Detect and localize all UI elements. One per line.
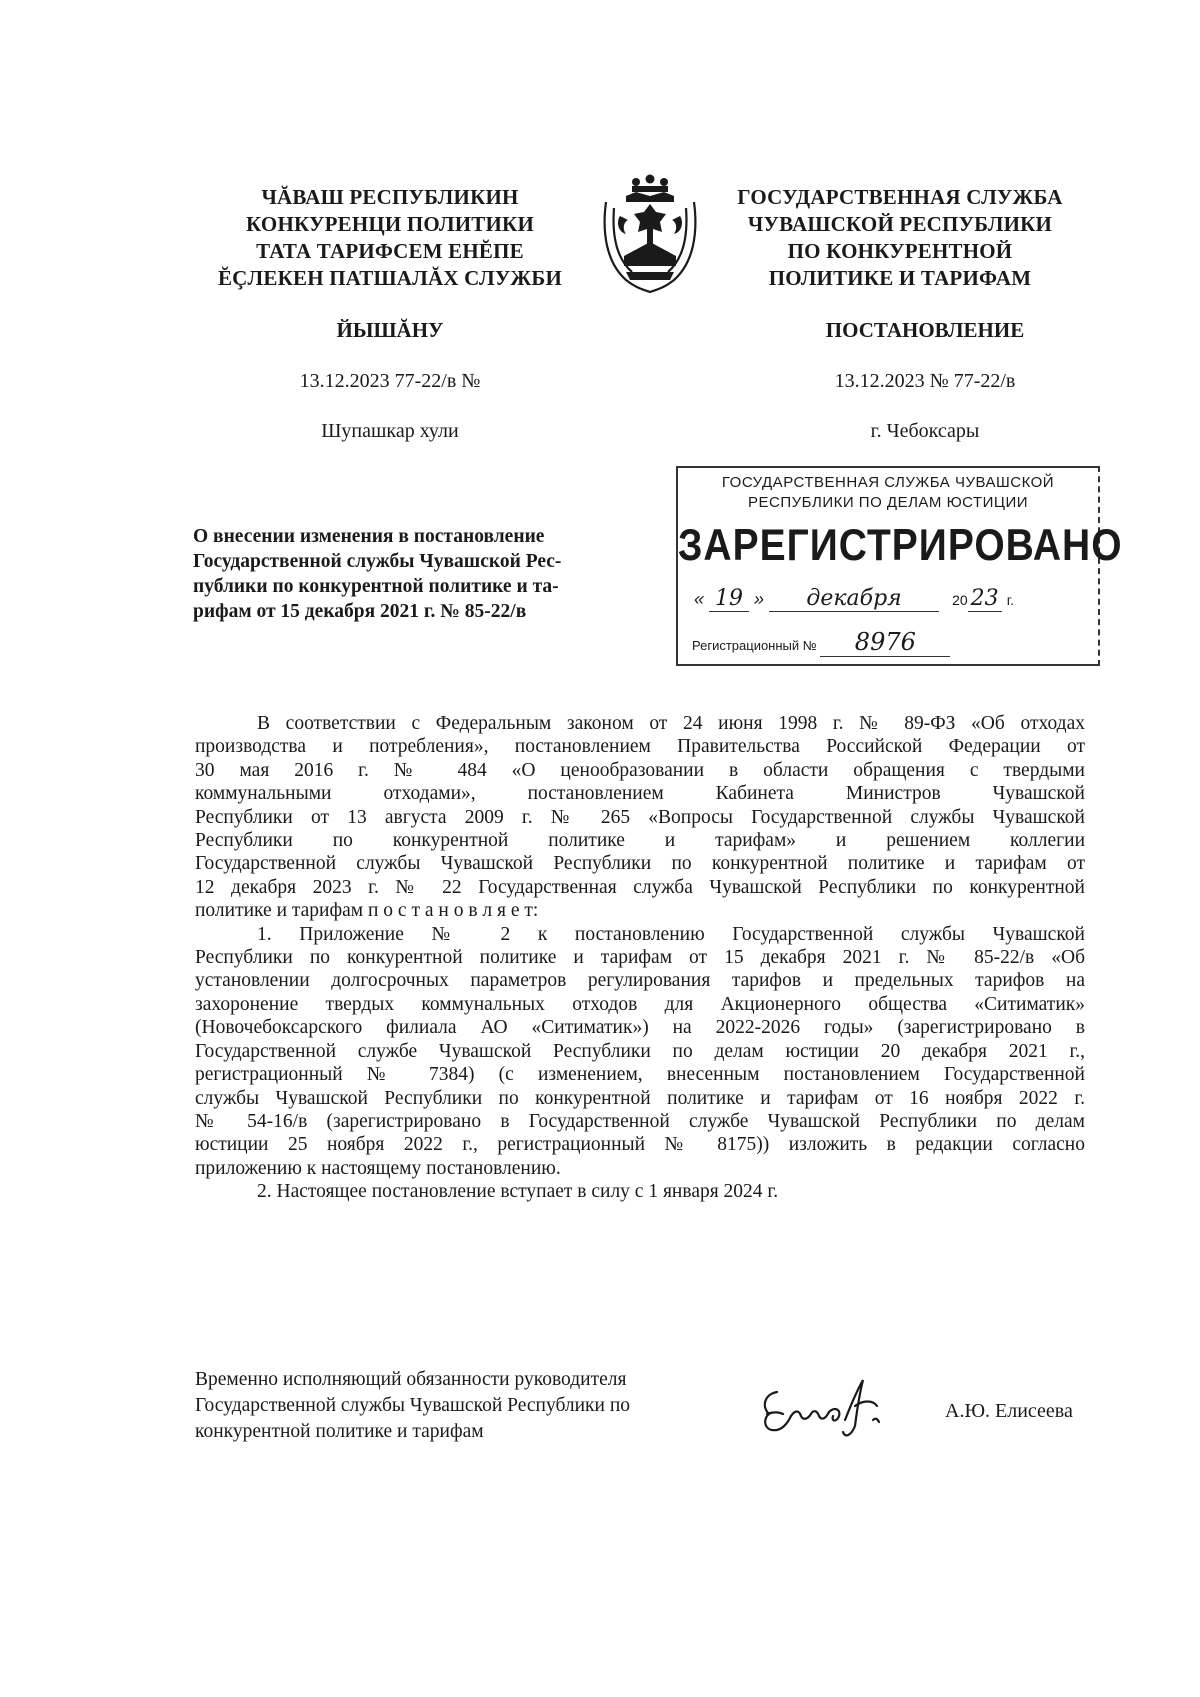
city-right: г. Чебоксары — [870, 420, 980, 442]
body-line: Государственной службы Чувашской Республики по конкурентной политике и тарифам от — [195, 853, 1085, 875]
stamp-line-2: РЕСПУБЛИКИ ПО ДЕЛАМ ЮСТИЦИИ — [747, 494, 1029, 511]
subject-line: рифам от 15 декабря 2021 г. № 85-22/в — [193, 601, 527, 622]
stamp-month: декабря — [769, 586, 939, 612]
header-right-line-2: ЧУВАШСКОЙ РЕСПУБЛИКИ — [747, 212, 1053, 236]
header-right-line-3: ПО КОНКУРЕНТНОЙ — [787, 239, 1013, 263]
body-line: установлении долгосрочных параметров регулирования тарифов и предельных тарифов на — [195, 970, 1085, 992]
subject-line: публики по конкурентной политике и та- — [193, 576, 559, 597]
body-line: службы Чувашской Республики по конкурентной политике и тарифам от 16 ноября 2022 г. — [195, 1087, 1085, 1109]
header-right — [700, 184, 1100, 292]
body-line: Республики по конкурентной политике и тарифам» и решением коллегии — [195, 830, 1085, 852]
stamp-year-suffix: 23 — [968, 586, 1002, 612]
signatory-name: А.Ю. Елисеева — [945, 1400, 1073, 1422]
date-number-left: 13.12.2023 77-22/в № — [299, 370, 481, 392]
date-number-right: 13.12.2023 № 77-22/в — [834, 370, 1016, 392]
signatory-position — [195, 1367, 630, 1445]
registration-stamp — [676, 466, 1123, 666]
body-line: 1. Приложение № 2 к постановлению Государственной службы Чувашской — [257, 923, 1085, 945]
header-left-line-4: ĔÇЛЕКЕН ПАТШАЛĂХ СЛУЖБИ — [217, 266, 563, 290]
stamp-title: ЗАРЕГИСТРИРОВАНО — [678, 520, 1123, 571]
body-line: производства и потребления», постановлением Правительства Российской Федерации от — [195, 736, 1085, 758]
body-line: регистрационный № 7384) (с изменением, внесенным постановлением Государственной — [195, 1064, 1085, 1086]
body-line: приложению к настоящему постановлению. — [195, 1157, 561, 1179]
body-line: Государственной службе Чувашской Республики по делам юстиции 20 декабря 2021 г., — [195, 1040, 1085, 1062]
stamp-quote-close: » — [754, 589, 765, 609]
header-right-line-1: ГОСУДАРСТВЕННАЯ СЛУЖБА — [737, 185, 1063, 209]
header-right-line-4: ПОЛИТИКЕ И ТАРИФАМ — [768, 266, 1032, 290]
document-subject — [193, 524, 643, 624]
subject-line: Государственной службы Чувашской Рес- — [193, 551, 562, 572]
chuvash-coat-of-arms-icon — [596, 172, 704, 296]
header-left-line-2: КОНКУРЕНЦИ ПОЛИТИКИ — [246, 212, 534, 236]
position-line: Государственной службы Чувашской Республики по — [195, 1395, 631, 1416]
body-line: юстиции 25 ноября 2022 г., регистрационный № 8175)) изложить в редакции согласно — [195, 1134, 1085, 1156]
body-line: 2. Настоящее постановление вступает в силу с 1 января 2024 г. — [257, 1181, 779, 1203]
city-left: Шупашкар хули — [321, 420, 459, 442]
header-left-line-1: ЧĂВАШ РЕСПУБЛИКИН — [261, 185, 519, 209]
stamp-year-unit: г. — [1006, 592, 1014, 608]
stamp-quote-open: « — [694, 589, 705, 609]
stamp-date-line — [694, 586, 1014, 612]
header-left-line-3: ТАТА ТАРИФСЕМ ЕНĔПЕ — [256, 239, 524, 263]
stamp-reg-line — [692, 628, 950, 657]
body-line: (Новочебоксарского филиала АО «Ситиматик») на 2022-2026 годы» (зарегистрировано в — [195, 1017, 1085, 1039]
body-line: 30 мая 2016 г. № 484 «О ценообразовании в области обращения с твердыми — [195, 759, 1085, 781]
stamp-day: 19 — [709, 586, 749, 612]
stamp-line-1: ГОСУДАРСТВЕННАЯ СЛУЖБА ЧУВАШСКОЙ — [721, 474, 1055, 491]
doc-type-left: ЙЫШĂНУ — [336, 318, 444, 342]
handwritten-signature — [755, 1370, 895, 1440]
body-line: В соответствии с Федеральным законом от 24 июня 1998 г. № 89-ФЗ «Об отходах — [257, 713, 1085, 734]
header-left — [190, 184, 590, 292]
document-body — [195, 712, 1085, 1204]
body-line: захоронение твердых коммунальных отходов для Акционерного общества «Ситиматик» — [195, 993, 1085, 1015]
position-line: конкурентной политике и тарифам — [195, 1421, 484, 1442]
stamp-year-prefix: 20 — [952, 592, 968, 608]
doc-type-right: ПОСТАНОВЛЕНИЕ — [825, 318, 1025, 342]
body-line: № 54-16/в (зарегистрировано в Государственной службе Чувашской Республики по делам — [195, 1110, 1085, 1132]
body-line: Республики от 13 августа 2009 г. № 265 «Вопросы Государственной службы Чувашской — [195, 806, 1085, 828]
stamp-reg-label: Регистрационный № — [692, 638, 817, 653]
body-line: Республики по конкурентной политике и тарифам от 15 декабря 2021 г. № 85-22/в «Об — [195, 947, 1085, 969]
stamp-reg-number: 8976 — [820, 628, 950, 657]
position-line: Временно исполняющий обязанности руководителя — [195, 1369, 627, 1390]
body-line: коммунальными отходами», постановлением Кабинета Министров Чувашской — [195, 783, 1085, 805]
body-line: 12 декабря 2023 г. № 22 Государственная служба Чувашской Республики по конкурентной — [195, 876, 1085, 898]
subject-line: О внесении изменения в постановление — [193, 526, 545, 547]
body-line: политике и тарифам п о с т а н о в л я е т: — [195, 900, 539, 922]
